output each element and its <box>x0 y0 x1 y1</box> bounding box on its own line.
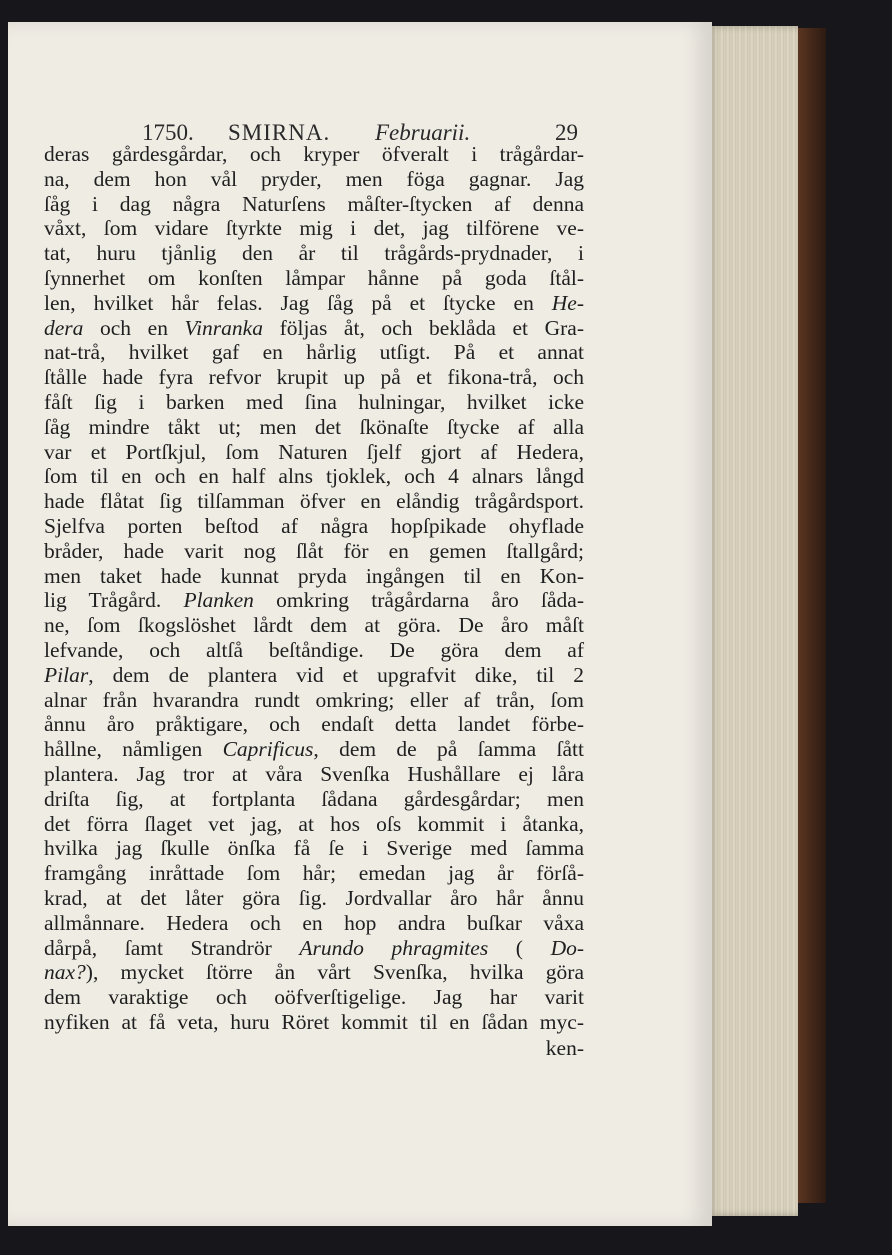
text-segment: dem varaktige och oöfverſtigelige. Jag har varit <box>44 985 584 1010</box>
italic-text: Do- <box>550 935 584 960</box>
text-line <box>44 861 584 886</box>
book-page <box>8 22 712 1226</box>
text-line <box>44 390 584 415</box>
text-segment: framgång inråttade ſom hår; emedan jag år förſå- <box>44 861 584 886</box>
text-segment: driſta ſig, at fortplanta ſådana gårdesgårdar; men <box>44 786 584 811</box>
text-segment: omkring trågårdarna åro ſåda- <box>253 588 585 613</box>
text-line <box>44 340 584 365</box>
text-segment: nyfiken at få veta, huru Röret kommit til en ſådan myc- <box>44 1009 584 1034</box>
text-line <box>44 812 584 837</box>
text-segment: ſynnerhet om konſten låmpar hånne på goda ſtål- <box>44 265 584 290</box>
text-line <box>44 588 584 613</box>
text-line <box>44 663 584 688</box>
text-segment: fåſt ſig i barken med ſina hulningar, hvilket icke <box>44 389 584 414</box>
text-segment: det förra ſlaget vet jag, at hos oſs kommit i åtanka, <box>44 811 584 836</box>
text-line <box>44 985 584 1010</box>
text-segment: ), mycket ſtörre ån vårt Svenſka, hvilka göra <box>85 960 584 985</box>
text-segment: hållne, nåmligen <box>44 737 223 762</box>
text-line <box>44 316 584 341</box>
text-segment: plantera. Jag tror at våra Svenſka Hushållare ej låra <box>44 761 584 786</box>
italic-text: He- <box>551 290 584 315</box>
text-line <box>44 192 584 217</box>
text-segment: deras gårdesgårdar, och kryper öfveralt i trågårdar- <box>44 142 584 166</box>
text-segment: ſåg mindre tåkt ut; men det ſkönaſte ſtycke af alla <box>44 414 584 439</box>
text-line <box>44 241 584 266</box>
text-line <box>44 960 584 985</box>
text-line <box>44 712 584 737</box>
text-line <box>44 539 584 564</box>
text-segment: ſtålle hade fyra refvor krupit up på et fikona-trå, och <box>44 365 584 390</box>
italic-text: nax? <box>44 960 86 985</box>
text-segment: bråder, hade varit nog ſlåt för en gemen ſtallgård; <box>44 538 584 563</box>
text-segment: dårpå, ſamt Strandrör <box>44 935 300 960</box>
text-segment: len, hvilket hår felas. Jag ſåg på et ſtycke en <box>44 290 552 315</box>
text-line <box>44 737 584 762</box>
text-segment: allmånnare. Hedera och en hop andra buſkar våxa <box>44 910 584 935</box>
italic-text: Pilar <box>44 662 89 687</box>
text-segment: och en <box>83 315 185 340</box>
page-edges <box>706 26 798 1216</box>
text-line <box>44 489 584 514</box>
text-line <box>44 365 584 390</box>
text-line <box>44 142 584 167</box>
text-segment: våxt, ſom vidare ſtyrkte mig i det, jag tilförene ve- <box>44 216 584 241</box>
text-segment: alnar från hvarandra rundt omkring; eller af trån, ſom <box>44 687 584 712</box>
text-segment: ſåg i dag några Naturſens måſter-ſtycken af denna <box>44 191 584 216</box>
text-line <box>44 464 584 489</box>
text-segment: lefvande, och altſå beſtåndige. De göra dem af <box>44 637 584 662</box>
text-line <box>44 1010 584 1035</box>
text-line <box>44 787 584 812</box>
text-line <box>44 291 584 316</box>
text-segment: ne, ſom ſkogslöshet lårdt dem at göra. De åro måſt <box>44 613 584 638</box>
text-line <box>44 762 584 787</box>
text-segment: tat, huru tjånlig den år til trågårds-prydnader, i <box>44 241 584 266</box>
text-line <box>44 415 584 440</box>
text-line <box>44 514 584 539</box>
text-segment: ånnu åro pråktigare, och endaſt detta landet förbe- <box>44 712 584 737</box>
page-number: 29 <box>555 120 578 145</box>
text-line <box>44 266 584 291</box>
catchword: ken- <box>545 1036 584 1060</box>
text-line <box>44 911 584 936</box>
text-line <box>44 440 584 465</box>
text-segment: lig Trågård. <box>44 588 184 613</box>
italic-text: Arundo phragmites <box>299 935 489 960</box>
text-segment: men taket hade kunnat pryda ingången til en Kon- <box>44 563 584 588</box>
text-segment: ( <box>488 935 551 960</box>
text-line <box>44 613 584 638</box>
text-line <box>44 886 584 911</box>
italic-text: Vinranka <box>184 315 263 340</box>
text-segment: var et Portſkjul, ſom Naturen ſjelf gjort af Hedera, <box>44 439 584 464</box>
italic-text: Planken <box>183 588 254 613</box>
header-year: 1750. <box>142 120 194 145</box>
text-segment: , dem de plantera vid et upgrafvit dike, til 2 <box>88 662 584 687</box>
text-line <box>44 167 584 192</box>
text-segment: Sjelfva porten beſtod af några hopſpikade ohyflade <box>44 513 584 538</box>
text-line <box>44 216 584 241</box>
italic-text: Caprificus <box>222 737 314 762</box>
text-line <box>44 936 584 961</box>
text-segment: hvilka jag ſkulle önſka få ſe i Sverige med ſamma <box>44 836 584 861</box>
text-segment: ſom til en och en half alns tjoklek, och 4 alnars långd <box>44 464 584 489</box>
text-line <box>44 638 584 663</box>
header-month: Februarii. <box>375 120 471 145</box>
text-segment: nat-trå, hvilket gaf en hårlig utſigt. På et annat <box>44 340 584 365</box>
text-line <box>44 688 584 713</box>
italic-text: dera <box>44 315 84 340</box>
text-segment: krad, at det låter göra ſig. Jordvallar åro hår ånnu <box>44 885 584 910</box>
text-segment: följas åt, och beklåda et Gra- <box>262 315 584 340</box>
header-place: SMIRNA. <box>228 120 331 145</box>
text-line <box>44 564 584 589</box>
text-segment: na, dem hon vål pryder, men föga gagnar. Jag <box>44 166 584 191</box>
body-text <box>44 142 584 1035</box>
text-line <box>44 836 584 861</box>
text-segment: , dem de på ſamma ſått <box>313 737 584 762</box>
text-segment: hade flåtat ſig tilſamman öfver en elåndig trågårdsport. <box>44 489 584 514</box>
